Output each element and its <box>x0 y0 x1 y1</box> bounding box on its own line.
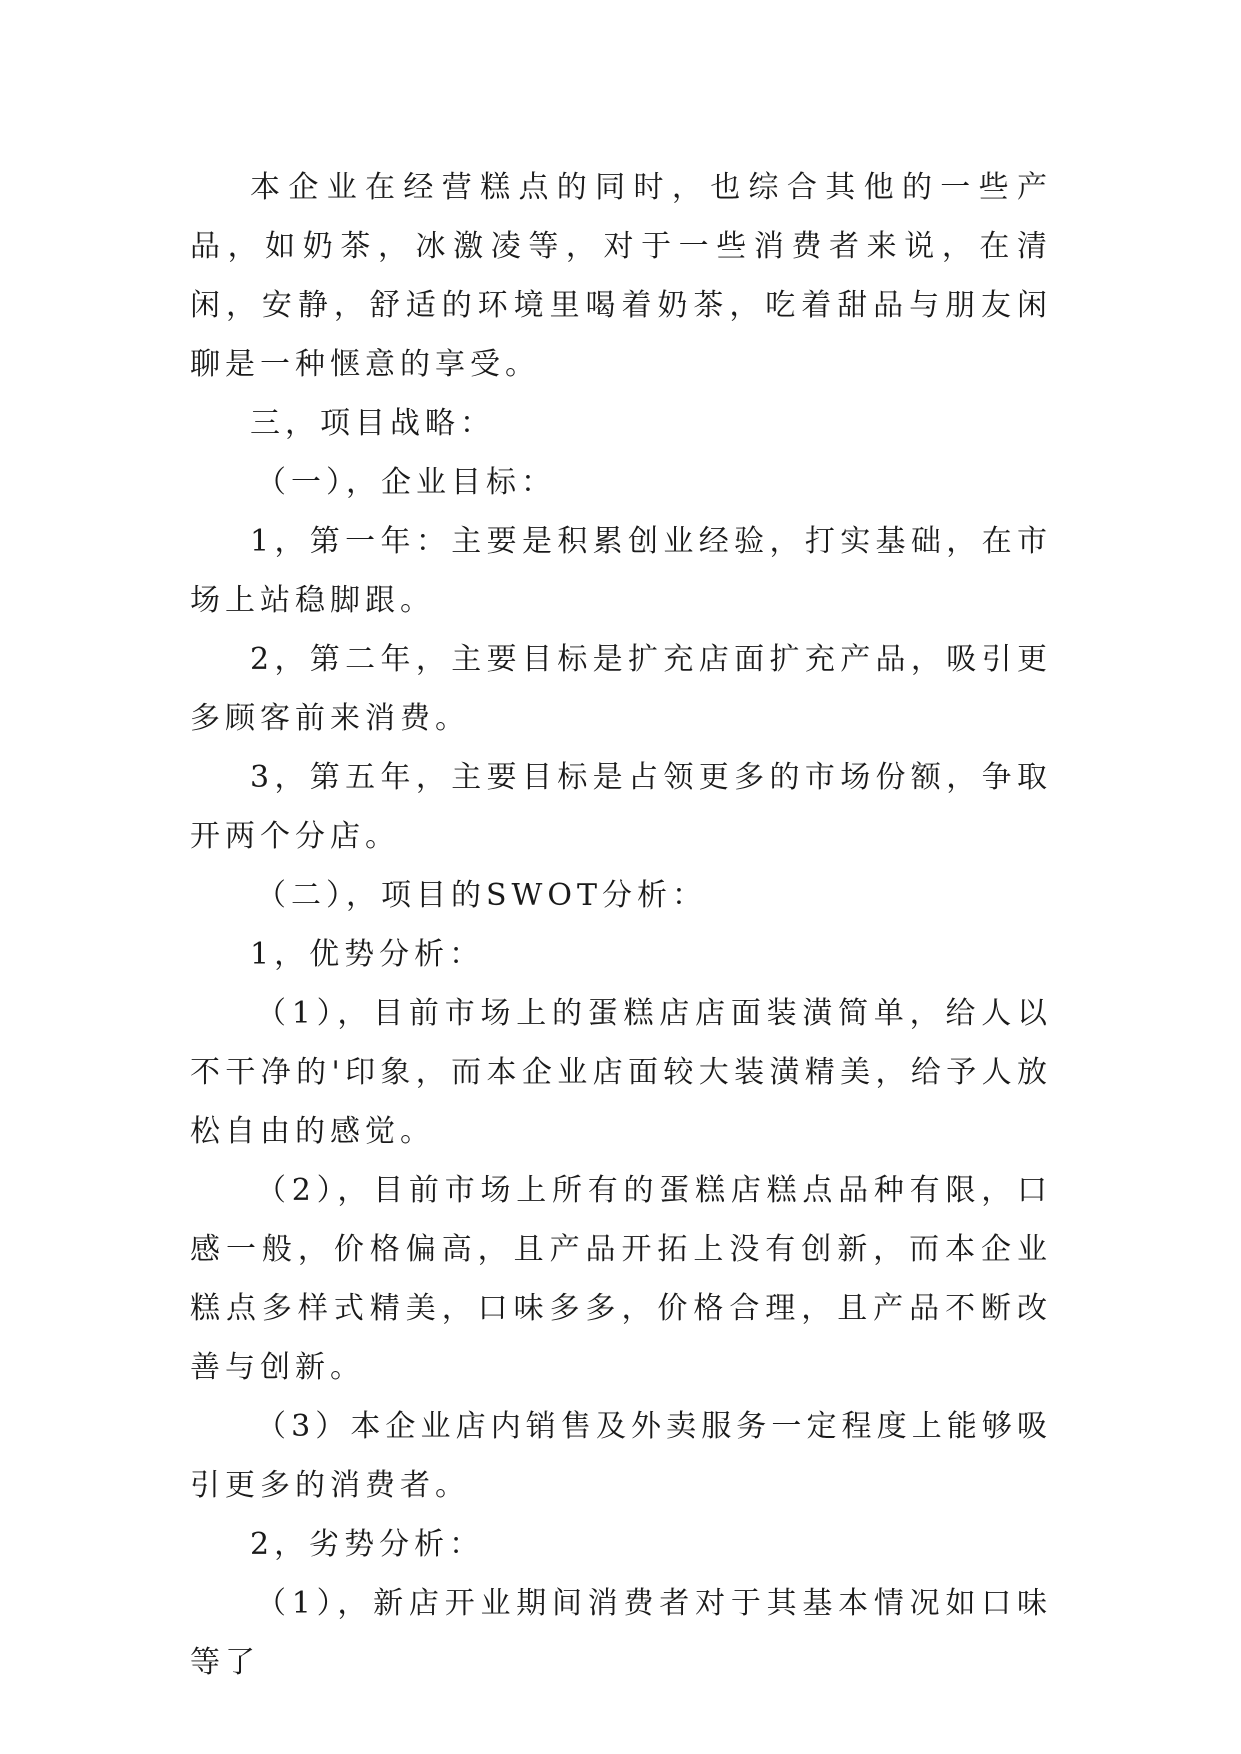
paragraph-goal-year-two: 2，第二年，主要目标是扩充店面扩充产品，吸引更多顾客前来消费。 <box>190 642 1052 736</box>
paragraph-intro: 本企业在经营糕点的同时，也综合其他的一些产品，如奶茶，冰激凌等，对于一些消费者来说，在清闲，安静，舒适的环境里喝着奶茶，吃着甜品与朋友闲聊是一种惬意的享受。 <box>190 170 1052 382</box>
document-body <box>190 158 1052 1692</box>
heading-weaknesses: 2，劣势分析： <box>250 1527 485 1562</box>
heading-enterprise-goals: （一），企业目标： <box>256 465 556 500</box>
heading-swot-analysis: （二），项目的SWOT分析： <box>256 878 707 913</box>
paragraph-goal-year-one: 1，第一年：主要是积累创业经验，打实基础，在市场上站稳脚跟。 <box>190 524 1052 618</box>
heading-strengths: 1，优势分析： <box>250 937 485 972</box>
heading-project-strategy: 三，项目战略： <box>250 406 495 441</box>
paragraph-strength-1: （1），目前市场上的蛋糕店店面装潢简单，给人以不干净的'印象，而本企业店面较大装潢精美，给予人放松自由的感觉。 <box>190 996 1052 1149</box>
paragraph-goal-year-five: 3，第五年，主要目标是占领更多的市场份额，争取开两个分店。 <box>190 760 1052 854</box>
paragraph-strength-2: （2），目前市场上所有的蛋糕店糕点品种有限，口感一般，价格偏高，且产品开拓上没有创新，而本企业糕点多样式精美，口味多多，价格合理，且产品不断改善与创新。 <box>190 1173 1052 1385</box>
paragraph-strength-3: （3）本企业店内销售及外卖服务一定程度上能够吸引更多的消费者。 <box>190 1409 1052 1503</box>
paragraph-weakness-1: （1），新店开业期间消费者对于其基本情况如口味等了 <box>190 1586 1052 1680</box>
